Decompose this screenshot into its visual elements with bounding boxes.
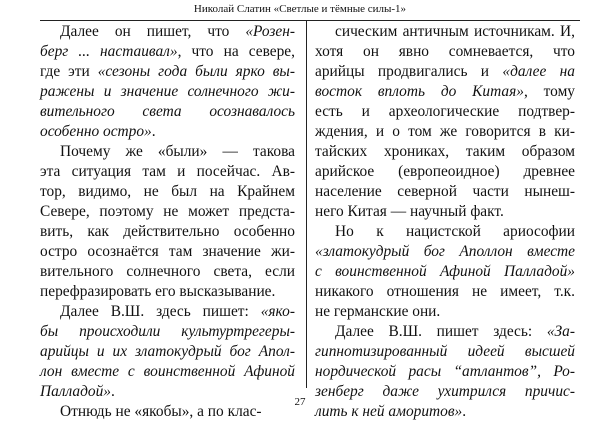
text-run: Севере, поэтому не может предста- <box>40 203 295 220</box>
text-line <box>40 222 295 242</box>
text-run: , тому <box>523 83 576 100</box>
paragraph <box>40 142 295 302</box>
quoted-text: лон вместе с воинственной Афиной <box>40 363 295 380</box>
text-line <box>40 302 295 322</box>
text-line <box>40 182 295 202</box>
text-line <box>315 322 575 342</box>
text-run: тайских хрониках, таким образом <box>315 143 575 160</box>
text-line <box>40 82 295 102</box>
text-run: арийцы продвигались и <box>315 63 503 80</box>
text-run: население северной части нынеш- <box>315 183 575 200</box>
text-run: арийское (европеоидное) древнее <box>315 163 575 180</box>
quoted-text: арийцы и их златокудрый бог Апол- <box>40 343 295 360</box>
text-run: есть и археологические подтвер- <box>315 103 575 120</box>
text-line <box>315 162 575 182</box>
text-line <box>40 322 295 342</box>
quoted-text: Палладой» <box>40 383 111 400</box>
paragraph <box>40 22 295 142</box>
quoted-text: лить к ней аморитов» <box>315 403 463 420</box>
text-line <box>40 262 295 282</box>
text-line <box>40 362 295 382</box>
text-line <box>40 62 295 82</box>
text-line <box>40 202 295 222</box>
column-divider <box>306 20 307 388</box>
left-column <box>40 22 295 422</box>
text-run: , что на севере, <box>177 43 295 60</box>
quoted-text: нордической расы “атлантов”, Ро- <box>315 363 575 380</box>
text-line <box>315 302 575 322</box>
text-line <box>315 242 575 262</box>
text-line <box>315 102 575 122</box>
text-line <box>40 42 295 62</box>
text-run: сическим античным источникам. И, <box>335 23 575 40</box>
text-line <box>40 142 295 162</box>
text-line <box>40 122 295 142</box>
text-line <box>40 242 295 262</box>
text-line <box>315 182 575 202</box>
text-line <box>40 342 295 362</box>
text-run: где эти <box>40 63 98 80</box>
text-line <box>315 282 575 302</box>
text-run: Далее он пишет, что <box>60 23 246 40</box>
quoted-text: особенно остро» <box>40 123 152 140</box>
paragraph <box>40 302 295 402</box>
text-run: остро осознаётся там значение жи- <box>40 243 295 260</box>
quoted-text: «яко- <box>260 303 295 320</box>
text-line <box>315 342 575 362</box>
quoted-text: ражены и значение солнечного жи- <box>40 83 295 100</box>
text-run: не германские они. <box>315 303 441 320</box>
quoted-text: «далее на <box>502 63 575 80</box>
quoted-text: с воинственной Афиной Палладой» <box>315 263 575 280</box>
right-column <box>315 22 575 422</box>
text-line <box>315 62 575 82</box>
quoted-text: «сезоны года были ярко вы- <box>97 63 295 80</box>
page-number: 27 <box>294 396 306 408</box>
quoted-text: восток вплоть до Китая» <box>315 83 524 100</box>
text-line <box>315 82 575 102</box>
text-line <box>40 162 295 182</box>
text-line <box>315 142 575 162</box>
text-run: . <box>462 403 467 420</box>
text-line <box>40 282 295 302</box>
running-header: Николай Слатин «Светлые и тёмные силы-1» <box>193 3 407 15</box>
quoted-text: вительного света осознавалось <box>40 103 295 120</box>
quoted-text: «златокудрый бог Аполлон вместе <box>315 243 575 260</box>
header-rule <box>40 20 580 21</box>
text-run: него Китая — научный факт. <box>315 203 504 220</box>
text-run: эта ситуация там и посейчас. Ав- <box>40 163 295 180</box>
text-run: перефразировать его высказывание. <box>40 283 276 300</box>
text-run: вить, как действительно особенно <box>40 223 295 240</box>
quoted-text: гипнотизированный идеей высшей <box>315 343 575 360</box>
paragraph <box>315 222 575 322</box>
quoted-text: «Розен- <box>245 23 295 40</box>
text-line <box>315 202 575 222</box>
text-run: вительного солнечного света, если <box>40 263 295 280</box>
quoted-text: «За- <box>546 323 575 340</box>
text-run: ждения, и о том же говорится в ки- <box>315 123 575 140</box>
text-run: Далее В.Ш. здесь пишет: <box>60 303 261 320</box>
text-line <box>315 122 575 142</box>
text-run: Но к нацистской ариософии <box>335 223 575 240</box>
quoted-text: берг ... настаивал» <box>40 43 178 60</box>
text-run: хотя он явно сомневается, что <box>315 43 575 60</box>
text-line <box>315 22 575 42</box>
text-line <box>315 42 575 62</box>
text-run: никакого отношения не имеет, т.к. <box>315 283 575 300</box>
text-line <box>40 22 295 42</box>
text-run: тор, видимо, не был на Крайнем <box>40 183 295 200</box>
text-line <box>315 362 575 382</box>
text-run: . <box>151 123 156 140</box>
text-run: Далее В.Ш. пишет здесь: <box>335 323 547 340</box>
text-run: . <box>111 383 115 400</box>
text-line <box>315 262 575 282</box>
paragraph <box>315 22 575 222</box>
text-line <box>315 222 575 242</box>
text-run: Почему же «были» — такова <box>60 143 295 160</box>
quoted-text: зенберг даже ухитрился причис- <box>315 383 575 400</box>
text-run: Отнюдь не «якобы», а по клас- <box>60 403 262 420</box>
text-line <box>40 102 295 122</box>
quoted-text: бы происходили культуртрегеры- <box>40 323 295 340</box>
